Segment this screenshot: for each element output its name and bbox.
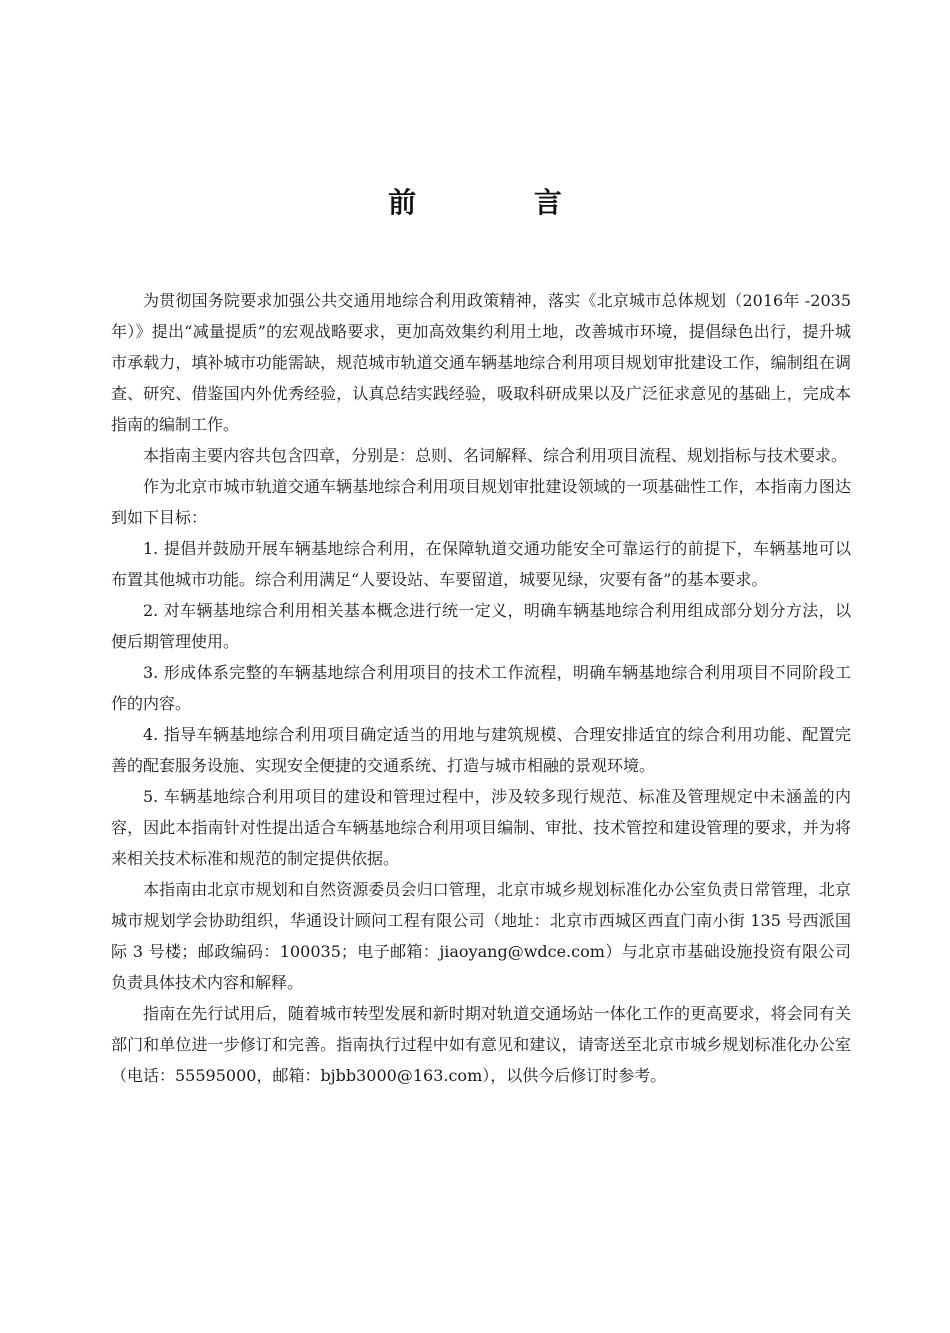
preface-body — [111, 285, 851, 1091]
page-title: 前 言 — [388, 186, 616, 219]
paragraph-goals-intro: 作为北京市城市轨道交通车辆基地综合利用项目规划审批建设领域的一项基础性工作，本指南力图达到如下目标： — [111, 477, 851, 527]
paragraph-goal-3: 3. 形成体系完整的车辆基地综合利用项目的技术工作流程，明确车辆基地综合利用项目不同阶段工作的内容。 — [111, 663, 851, 713]
paragraph-management: 本指南由北京市规划和自然资源委员会归口管理，北京市城乡规划标准化办公室负责日常管理，北京城市规划学会协助组织，华通设计顾问工程有限公司（地址：北京市西城区西直门南小街 135 号西派国际 3 号楼；邮政编码：100035；电子邮箱：jiaoyang@wdce.com）与北京市基础设施投资有限公司负责具体技术内容和解释。 — [111, 880, 851, 992]
paragraph-contents: 本指南主要内容共包含四章，分别是：总则、名词解释、综合利用项目流程、规划指标与技术要求。 — [143, 446, 848, 465]
paragraph-intro: 为贯彻国务院要求加强公共交通用地综合利用政策精神，落实《北京城市总体规划（2016年 -2035 年）》提出“减量提质”的宏观战略要求，更加高效集约利用土地，改善城市环境，提倡绿色出行，提升城市承载力，填补城市功能需缺，规范城市轨道交通车辆基地综合利用项目规划审批建设工作，编制组在调查、研究、借鉴国内外优秀经验，认真总结实践经验，吸取科研成果以及广泛征求意见的基础上，完成本指南的编制工作。 — [111, 291, 851, 434]
paragraph-feedback: 指南在先行试用后，随着城市转型发展和新时期对轨道交通场站一体化工作的更高要求，将会同有关部门和单位进一步修订和完善。指南执行过程中如有意见和建议，请寄送至北京市城乡规划标准化办公室（电话：55595000，邮箱：bjbb3000@163.com），以供今后修订时参考。 — [111, 1004, 851, 1085]
paragraph-goal-1: 1. 提倡并鼓励开展车辆基地综合利用，在保障轨道交通功能安全可靠运行的前提下，车辆基地可以布置其他城市功能。综合利用满足“人要设站、车要留道，城要见绿，灾要有备”的基本要求。 — [111, 539, 851, 589]
paragraph-goal-4: 4. 指导车辆基地综合利用项目确定适当的用地与建筑规模、合理安排适宜的综合利用功能、配置完善的配套服务设施、实现安全便捷的交通系统、打造与城市相融的景观环境。 — [111, 725, 851, 775]
paragraph-goal-2: 2. 对车辆基地综合利用相关基本概念进行统一定义，明确车辆基地综合利用组成部分划分方法，以便后期管理使用。 — [111, 601, 851, 651]
paragraph-goal-5: 5. 车辆基地综合利用项目的建设和管理过程中，涉及较多现行规范、标准及管理规定中未涵盖的内容，因此本指南针对性提出适合车辆基地综合利用项目编制、审批、技术管控和建设管理的要求，并为将来相关技术标准和规范的制定提供依据。 — [111, 787, 851, 868]
